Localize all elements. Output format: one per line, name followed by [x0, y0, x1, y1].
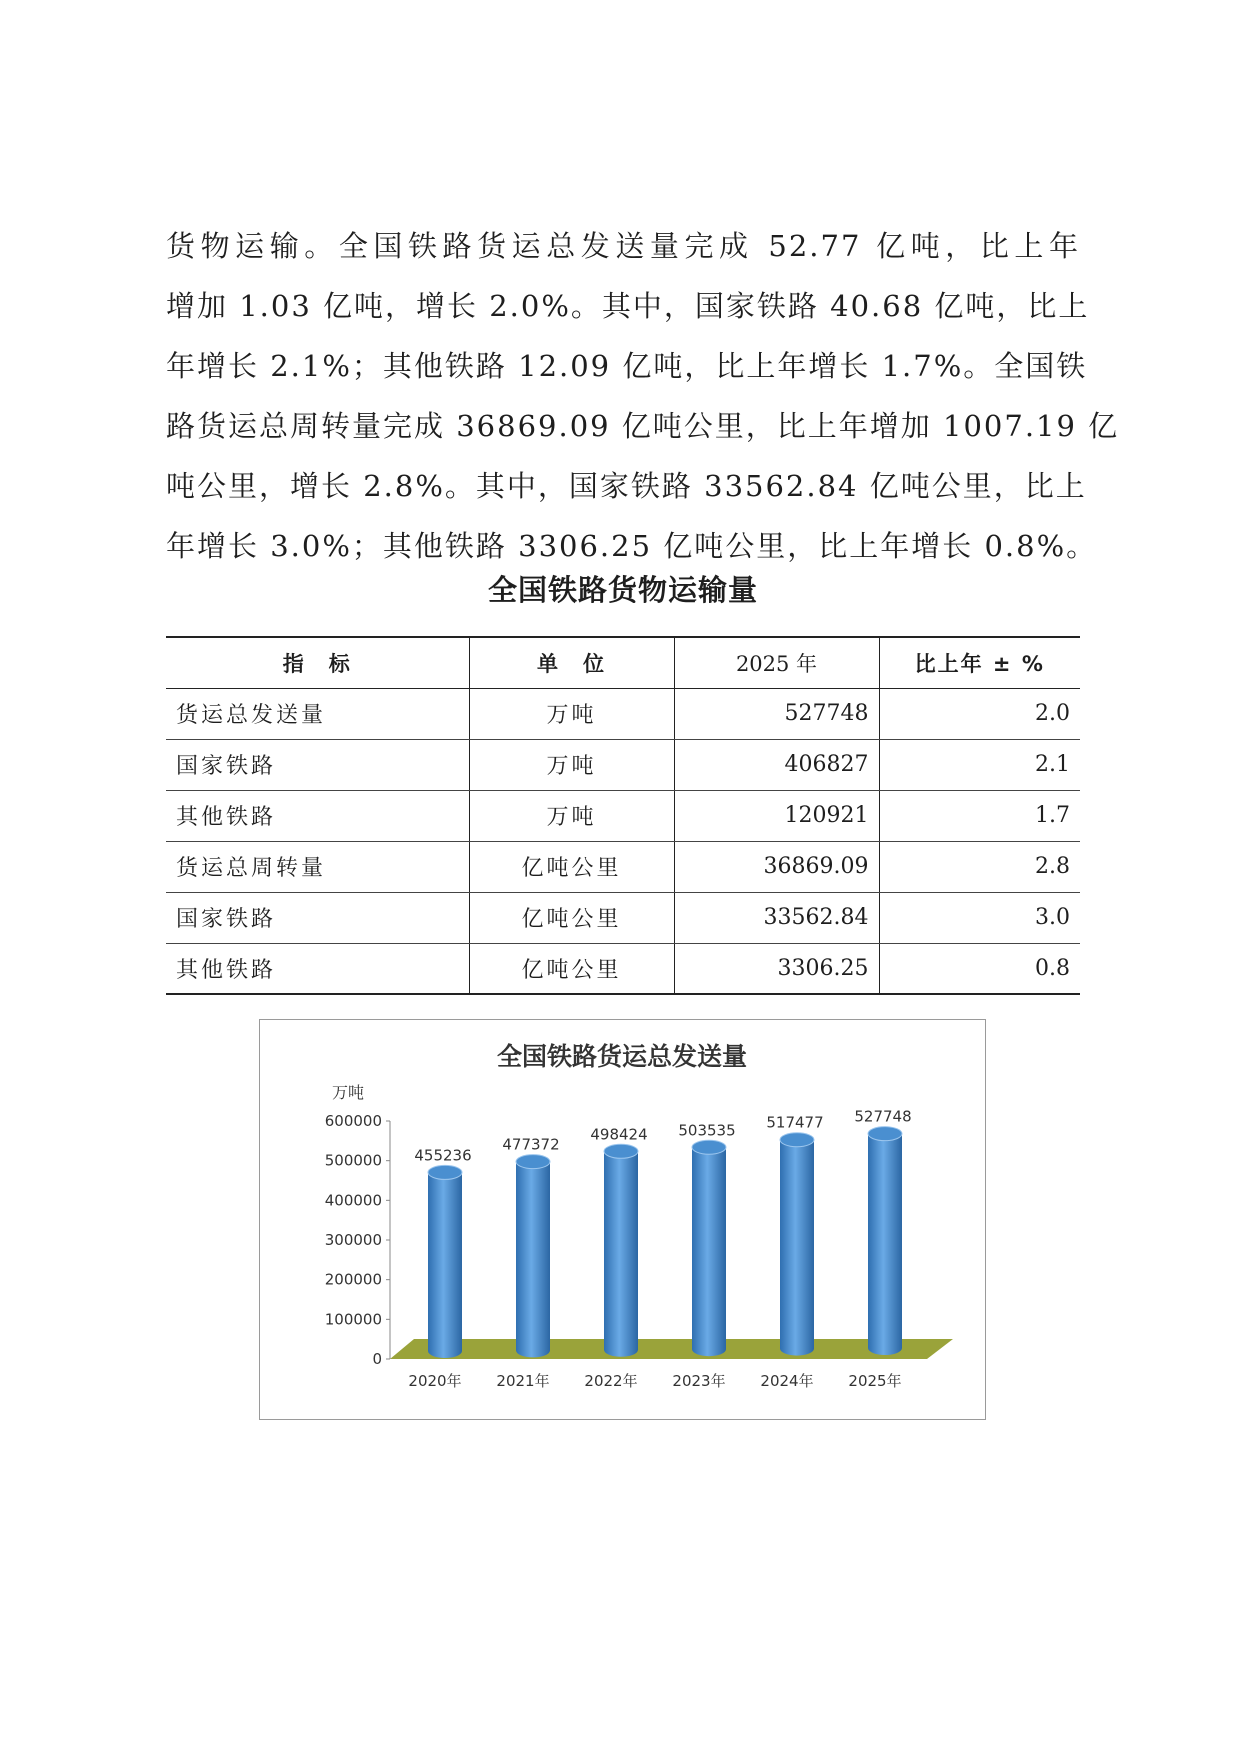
row-value: 3306.25: [674, 943, 879, 994]
row-unit: 亿吨公里: [469, 892, 674, 943]
paragraph-line: 年增长 3.0%；其他铁路 3306.25 亿吨公里，比上年增长 0.8%。: [166, 529, 1098, 563]
row-unit: 万吨: [469, 739, 674, 790]
y-tick-label: 400000: [324, 1191, 382, 1210]
y-tick-label: 0: [372, 1350, 382, 1368]
body-paragraph: [166, 216, 1120, 576]
x-tick-label: 2022年: [584, 1372, 638, 1390]
bar-top: [428, 1165, 462, 1179]
data-label: 503535: [678, 1121, 736, 1140]
y-tick-label: 100000: [324, 1310, 382, 1329]
header-indicator: 指 标: [166, 637, 469, 688]
table-title: 全国铁路货物运输量: [487, 573, 758, 607]
paragraph-line: 增加 1.03 亿吨，增长 2.0%。其中，国家铁路 40.68 亿吨，比上: [166, 289, 1090, 323]
bar: [678, 1121, 735, 1356]
paragraph-line: 年增长 2.1%；其他铁路 12.09 亿吨，比上年增长 1.7%。全国铁: [166, 349, 1088, 383]
row-change: 2.8: [879, 841, 1080, 892]
row-value: 120921: [674, 790, 879, 841]
row-value: 406827: [674, 739, 879, 790]
x-tick-label: 2024年: [760, 1372, 814, 1390]
row-unit: 万吨: [469, 790, 674, 841]
y-axis: [325, 1112, 390, 1368]
data-label: 527748: [854, 1107, 912, 1126]
y-tick-label: 200000: [324, 1270, 382, 1289]
row-value: 33562.84: [674, 892, 879, 943]
bar: [502, 1136, 559, 1358]
data-label: 498424: [590, 1125, 648, 1144]
row-change: 1.7: [879, 790, 1080, 841]
bar-top: [692, 1140, 726, 1154]
paragraph-line: 货物运输。全国铁路货运总发送量完成 52.77 亿吨，比上年: [166, 229, 1080, 263]
bar: [414, 1146, 471, 1358]
bar-top: [868, 1127, 902, 1141]
row-unit: 亿吨公里: [469, 943, 674, 994]
x-tick-label: 2021年: [496, 1372, 550, 1390]
bar-top: [780, 1133, 814, 1147]
x-tick-label: 2025年: [848, 1372, 902, 1390]
paragraph-line: 吨公里，增长 2.8%。其中，国家铁路 33562.84 亿吨公里，比上: [166, 469, 1087, 503]
bar-top: [516, 1155, 550, 1169]
bar-body: [780, 1140, 814, 1356]
y-axis-unit-label: 万吨: [331, 1083, 365, 1102]
freight-table: [166, 636, 1080, 995]
header-unit: 单 位: [469, 637, 674, 688]
bar-body: [868, 1134, 902, 1355]
row-change: 2.1: [879, 739, 1080, 790]
chart-svg: [260, 1020, 984, 1418]
row-name: 其他铁路: [166, 790, 469, 841]
row-change: 3.0: [879, 892, 1080, 943]
table-row: [166, 892, 1080, 943]
row-name: 其他铁路: [166, 943, 469, 994]
x-axis: [408, 1372, 901, 1390]
row-change: 0.8: [879, 943, 1080, 994]
table-row: [166, 841, 1080, 892]
y-tick-label: 300000: [324, 1231, 382, 1249]
row-name: 国家铁路: [166, 892, 469, 943]
paragraph-line: 路货运总周转量完成 36869.09 亿吨公里，比上年增加 1007.19 亿: [166, 409, 1120, 443]
row-value: 527748: [674, 688, 879, 739]
row-name: 货运总发送量: [166, 688, 469, 739]
bar: [854, 1108, 911, 1355]
row-unit: 亿吨公里: [469, 841, 674, 892]
bar-body: [604, 1151, 638, 1357]
bar-series: [414, 1108, 911, 1358]
chart-title: 全国铁路货运总发送量: [496, 1042, 748, 1071]
x-tick-label: 2023年: [672, 1372, 726, 1390]
bar-body: [516, 1162, 550, 1358]
y-tick-label: 600000: [324, 1112, 382, 1130]
bar-body: [692, 1147, 726, 1356]
header-year: 2025 年: [674, 637, 879, 688]
row-value: 36869.09: [674, 841, 879, 892]
bar: [590, 1125, 647, 1357]
row-change: 2.0: [879, 688, 1080, 739]
header-change: 比上年 ± %: [879, 637, 1080, 688]
bar: [766, 1114, 823, 1356]
y-tick-label: 500000: [324, 1151, 382, 1170]
bar-top: [604, 1144, 638, 1158]
row-unit: 万吨: [469, 688, 674, 739]
data-label: 455236: [414, 1146, 472, 1165]
bar-body: [428, 1172, 462, 1358]
table-row: [166, 688, 1080, 739]
data-label: 517477: [766, 1113, 824, 1132]
table-header-row: [166, 637, 1080, 688]
data-label: 477372: [502, 1135, 560, 1154]
row-name: 国家铁路: [166, 739, 469, 790]
freight-chart: [259, 1019, 986, 1420]
row-name: 货运总周转量: [166, 841, 469, 892]
table-row: [166, 943, 1080, 994]
table-row: [166, 739, 1080, 790]
table-row: [166, 790, 1080, 841]
x-tick-label: 2020年: [408, 1372, 462, 1390]
